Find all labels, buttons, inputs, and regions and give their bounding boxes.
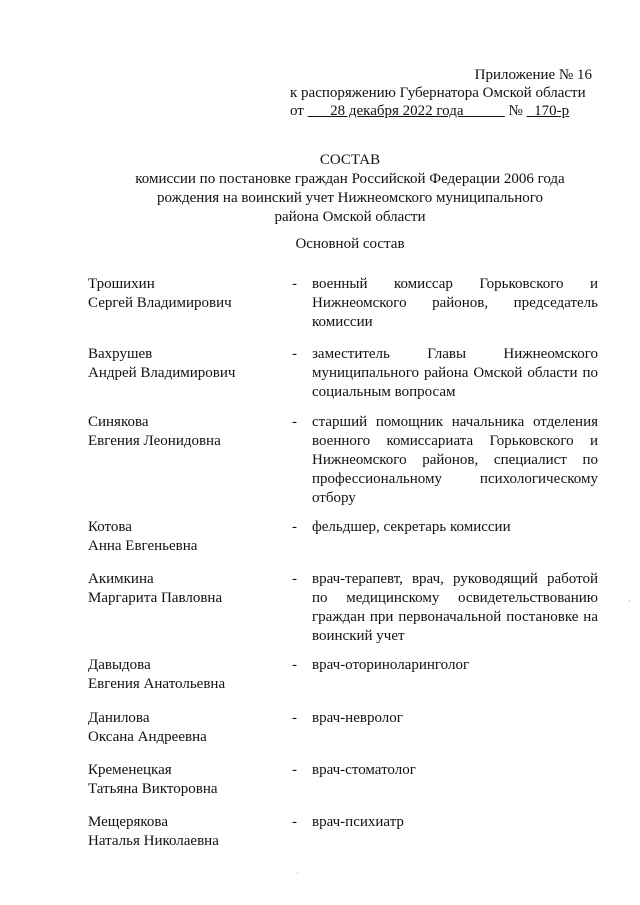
title-line-2: рождения на воинский учет Нижнеомского муниципального — [156, 190, 544, 206]
member-role: заместитель Главы Нижнеомского муниципального района Омской области по социальным вопросам — [312, 346, 598, 400]
member-role: врач-терапевт, врач, руководящий работой по медицинскому освидетельствованию граждан при первоначальной постановке на воинский учет — [312, 571, 598, 644]
member-dash: - — [292, 346, 297, 362]
scan-speck: · — [628, 596, 631, 606]
section-title: Основной состав — [295, 236, 405, 252]
member-name: Данилова Оксана Андреевна — [88, 710, 207, 745]
order-date-line — [290, 102, 610, 120]
order-number: 170-р — [534, 103, 570, 119]
member-name: Котова Анна Евгеньевна — [88, 519, 198, 554]
member-role: фельдшер, секретарь комиссии — [312, 519, 511, 535]
member-name: Трошихин Сергей Владимирович — [88, 276, 232, 311]
title-line-3: района Омской области — [274, 209, 426, 225]
member-role: старший помощник начальника отделения военного комиссариата Горьковского и Нижнеомского районов, специалист по профессиональному психологическому отбору — [312, 414, 598, 506]
member-name: Акимкина Маргарита Павловна — [88, 571, 223, 606]
title-heading: СОСТАВ — [319, 152, 381, 168]
document-title — [60, 151, 640, 227]
member-role: врач-невролог — [312, 710, 403, 726]
number-label: № — [508, 103, 523, 119]
order-date: 28 декабря 2022 года — [330, 103, 464, 119]
member-role: военный комиссар Горьковского и Нижнеомского районов, председатель комиссии — [312, 276, 598, 330]
member-dash: - — [292, 814, 297, 830]
member-role: врач-оториноларинголог — [312, 657, 470, 673]
appendix-number: Приложение № 16 — [474, 67, 592, 83]
member-dash: - — [292, 519, 297, 535]
member-dash: - — [292, 571, 297, 587]
title-line-1: комиссии по постановке граждан Российской Федерации 2006 года — [135, 171, 565, 187]
member-name: Мещерякова Наталья Николаевна — [88, 814, 219, 849]
member-dash: - — [292, 762, 297, 778]
appendix-header — [290, 66, 610, 120]
scan-speck: · — [296, 868, 299, 878]
order-reference: к распоряжению Губернатора Омской области — [290, 85, 586, 101]
from-label: от — [290, 103, 304, 119]
member-dash: - — [292, 657, 297, 673]
member-name: Вахрушев Андрей Владимирович — [88, 346, 236, 381]
member-dash: - — [292, 710, 297, 726]
member-name: Кременецкая Татьяна Викторовна — [88, 762, 218, 797]
member-name: Давыдова Евгения Анатольевна — [88, 657, 226, 692]
member-dash: - — [292, 276, 297, 292]
member-role: врач-психиатр — [312, 814, 404, 830]
member-dash: - — [292, 414, 297, 430]
member-role: врач-стоматолог — [312, 762, 416, 778]
member-name: Синякова Евгения Леонидовна — [88, 414, 221, 449]
